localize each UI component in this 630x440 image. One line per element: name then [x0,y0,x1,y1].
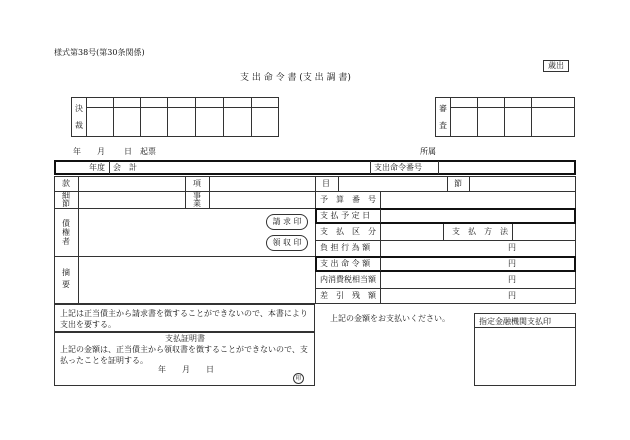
pay-date-label: 支 払 予 定 日 [320,211,371,220]
approval-label-ketsu: 決 [75,104,83,113]
kou-label: 項 [193,179,201,188]
pay-method-divider [443,224,444,240]
approval-label-sai: 裁 [75,121,83,130]
expenditure-tag-label: 歳出 [548,61,564,70]
approval-grid-left-col [223,97,224,137]
balance-yen: 円 [508,291,516,300]
date-day: 日 [124,147,132,156]
order-number-label: 支出命令番号 [374,163,422,172]
balance-label: 差 引 残 額 [320,291,376,300]
approval-grid-left-col [251,97,252,137]
certificate-month: 月 [182,365,190,374]
approval-grid-right-col [504,97,505,137]
creditor-label-2: 権 [62,228,70,237]
moku-divider [338,176,339,191]
pay-class-label: 支 払 区 分 [320,227,376,236]
order-amount-yen: 円 [508,259,516,268]
pay-method-divider [512,224,513,240]
budget-number-label: 予 算 番 号 [320,195,376,204]
setsu-divider [469,176,470,191]
summary-label-1: 摘 [62,268,70,277]
row-divider [54,208,315,209]
saimoku-divider [78,191,79,208]
receipt-seal-oval [266,235,308,251]
certificate-title: 支払証明書 [165,334,205,343]
approval-grid-right-col [477,97,478,137]
approval-grid-left-col [140,97,141,137]
info-row-divider [370,161,371,174]
creditor-label-3: 者 [62,237,70,246]
row-divider [54,256,315,257]
approval-grid-left [71,97,279,137]
kou-divider [185,176,186,191]
expenditure-tag [543,60,569,72]
payment-request-text: 上記の金額をお支払いください。 [330,314,450,323]
department-label: 所属 [420,147,436,156]
drafted-label: 起票 [140,147,156,156]
info-row-divider [438,161,439,174]
jigyo-divider [185,191,186,208]
moku-label: 目 [322,179,330,188]
approval-grid-right-mid [450,107,575,108]
certificate-day: 日 [206,365,214,374]
tax-yen: 円 [508,275,516,284]
order-amount-label: 支 出 命 令 額 [320,259,371,268]
commitment-yen: 円 [508,243,516,252]
form-title: 支 出 命 令 書 (支 出 調 書) [240,73,351,83]
review-label-shin: 審 [439,104,447,113]
approval-grid-right [435,97,575,137]
bank-seal-divider [474,327,576,328]
pay-date-divider [380,209,381,223]
creditor-label-1: 債 [62,219,70,228]
jigyo-label-1: 事 [193,191,201,200]
form-number: 様式第38号(第30条関係) [54,48,145,57]
invoice-note-text: 上記は正当債主から請求書を徴することができないので、本書により支出を要する。 [60,309,308,329]
info-row-divider [109,161,110,174]
tax-label: 内消費税相当額 [320,275,376,284]
summary-label-2: 要 [62,280,70,289]
account-label: 会 計 [113,163,137,172]
jigyo-label-2: 業 [193,199,201,208]
receipt-seal-label: 領 収 印 [272,238,302,247]
setsu-divider [447,176,448,191]
approval-grid-left-col [195,97,196,137]
row-divider [315,240,576,241]
date-month: 月 [97,147,105,156]
setsu-label: 節 [454,179,462,188]
jigyo-divider [209,191,210,208]
fiscal-year-label: 年度 [89,163,105,172]
certificate-year: 年 [158,365,166,374]
date-year: 年 [73,147,81,156]
certificate-body: 上記の金額は、正当債主から領収書を徴することができないので、支払ったことを証明する。 [60,345,308,365]
kan-label: 款 [62,179,70,188]
kan-divider [78,176,79,191]
kou-divider [209,176,210,191]
approval-grid-left-col [113,97,114,137]
pay-method-label: 支 払 方 法 [452,227,508,236]
invoice-seal-label: 請 求 印 [272,217,302,226]
bank-seal-label: 指定金融機関支払印 [479,317,551,326]
approval-grid-left-col [167,97,168,137]
certificate-seal-label: 印 [295,375,302,382]
row-divider [315,288,576,289]
approval-grid-right-col [450,97,451,137]
summary-divider [78,256,79,304]
saimoku-label-2: 節 [62,199,70,208]
approval-grid-right-col [531,97,532,137]
certificate-seal [293,373,304,384]
review-label-sa: 査 [439,121,447,130]
commitment-label: 負 担 行 為 額 [320,243,371,252]
order-amount-divider [380,257,381,271]
row-divider [54,191,576,192]
saimoku-label-1: 細 [62,191,70,200]
approval-grid-left-col [86,97,87,137]
creditor-divider [78,208,79,256]
invoice-seal-oval [266,214,308,230]
